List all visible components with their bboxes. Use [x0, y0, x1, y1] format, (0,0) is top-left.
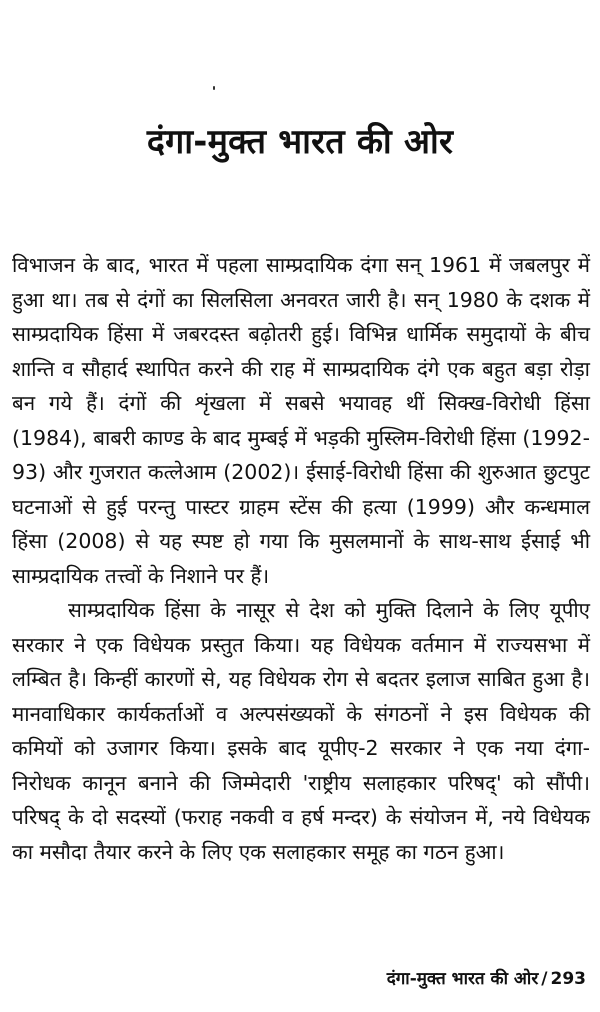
- paragraph-1: विभाजन के बाद, भारत में पहला साम्प्रदायिक दंगा सन् 1961 में जबलपुर में हुआ था। तब से दंगों का सिलसिला अनवरत जारी है। सन् 1980 के दशक में साम्प्रदायिक हिंसा में जबरदस्त बढ़ोतरी हुई। विभिन्न धार्मिक समुदायों के बीच शान्ति व सौहार्द स्थापित करने की राह में साम्प्रदायिक दंगे एक बहुत बड़ा रोड़ा बन गये हैं। दंगों की शृंखला में सबसे भयावह थीं सिक्ख-विरोधी हिंसा (1984), बाबरी काण्ड के बाद मुम्बई में भड़की मुस्लिम-विरोधी हिंसा (1992-93) और गुजरात कत्लेआम (2002)। ईसाई-विरोधी हिंसा की शुरुआत छुटपुट घटनाओं से हुई परन्तु पास्टर ग्राहम स्टेंस की हत्या (1999) और कन्धमाल हिंसा (2008) से यह स्पष्ट हो गया कि मुसलमानों के साथ-साथ ईसाई भी साम्प्रदायिक तत्त्वों के निशाने पर हैं।: [12, 253, 590, 588]
- paragraph-2: साम्प्रदायिक हिंसा के नासूर से देश को मुक्ति दिलाने के लिए यूपीए सरकार ने एक विधेयक प्रस्तुत किया। यह विधेयक वर्तमान में राज्यसभा में लम्बित है। किन्हीं कारणों से, यह विधेयक रोग से बदतर इलाज साबित हुआ है। मानवाधिकार कार्यकर्ताओं व अल्पसंख्यकों के संगठनों ने इस विधेयक की कमियों को उजागर किया। इसके बाद यूपीए-2 सरकार ने एक नया दंगा-निरोधक कानून बनाने की जिम्मेदारी 'राष्ट्रीय सलाहकार परिषद्' को सौंपी। परिषद् के दो सदस्यों (फराह नकवी व हर्ष मन्दर) के संयोजन में, नये विधेयक का मसौदा तैयार करने के लिए एक सलाहकार समूह का गठन हुआ।: [12, 598, 590, 864]
- chapter-title: दंगा-मुक्त भारत की ओर: [146, 122, 454, 162]
- page-number: 293: [550, 969, 586, 989]
- body-text: [12, 248, 590, 869]
- running-title: दंगा-मुक्त भारत की ओर: [386, 969, 539, 989]
- footer-separator: /: [541, 969, 548, 989]
- page-footer: [387, 966, 586, 989]
- print-speck: [213, 86, 215, 90]
